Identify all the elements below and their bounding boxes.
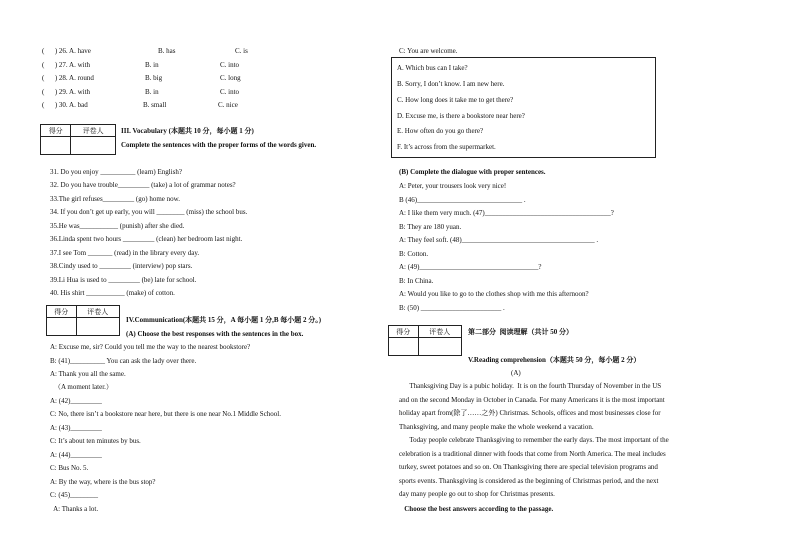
mcq-option-a: ( ) 28. A. round [42,74,94,82]
score-header: 得分 [41,125,71,137]
score-table [46,305,120,336]
passage-line: sports events. Thanksgiving is considered as the beginning of Christmas period, and the next [399,477,659,485]
dialogue-line: C: It’s about ten minutes by bus. [50,437,141,445]
dialogue-line: A: Would you like to go to the clothes shop with me this afternoon? [399,290,589,298]
dialogue-line: B: (41)__________ You can ask the lady over there. [50,357,197,365]
question-instruction: Choose the best answers according to the passage. [399,505,554,513]
vocab-item: 32. Do you have trouble_________ (take) a lot of grammar notes? [50,181,236,189]
grader-cell[interactable] [71,137,116,155]
passage-line: turkey, sweet potatoes and so on. On Thanksgiving there are special television programs and [399,463,658,471]
vocab-item: 34. If you don’t get up early, you will ________ (miss) the school bus. [50,208,248,216]
section-subtitle: (B) Complete the dialogue with proper sentences. [399,168,546,176]
score-cell[interactable] [389,338,419,356]
dialogue-line: A: Peter, your trousers look very nice! [399,182,507,190]
passage-line: Today people celebrate Thanksgiving to remember the early days. The most important of the [399,436,669,444]
dialogue-line: A: They feel soft. (48)______________________________________ . [399,236,599,244]
section-title-vocabulary: III. Vocabulary (本题共 10 分，每小题 1 分) [121,127,254,135]
dialogue-line: A: Excuse me, sir? Could you tell me the way to the nearest bookstore? [50,343,251,351]
mcq-item [42,47,91,56]
grader-cell[interactable] [418,338,461,356]
dialogue-line: B: Cotton. [399,250,429,258]
dialogue-line: B: (50) _______________________ . [399,304,505,312]
dialogue-line: C: You are welcome. [399,47,458,55]
dialogue-line: A: (42)_________ [50,397,102,405]
option-item: C. How long does it take me to get there? [397,96,514,104]
mcq-option-a: ( ) 27. A. with [42,61,91,69]
dialogue-line: A: Thank you all the same. [50,370,126,378]
vocab-item: 37.I see Tom _______ (read) in the library every day. [50,249,200,257]
grader-header: 评卷人 [71,125,116,137]
passage-line: Thanksgiving Day is a pubic holiday. It is on the fourth Thursday of November in the US [399,382,662,390]
grader-header: 评卷人 [76,306,119,318]
score-table [40,124,116,155]
score-cell[interactable] [47,318,77,336]
dialogue-line: A: By the way, where is the bus stop? [50,478,156,486]
section-subtitle: (A) Choose the best responses with the sentences in the box. [126,330,304,338]
passage-line: Thanksgiving, and many people make the whole weekend a vacation. [399,423,594,431]
vocab-item: 35.He was___________ (punish) after she died. [50,222,185,230]
passage-line: day many people go out to shop for Christmas presents. [399,490,555,498]
option-item: E. How often do you go there? [397,127,484,135]
vocab-item: 39.Li Hua is used to _________ (be) late for school. [50,276,197,284]
options-box [391,57,656,158]
dialogue-line: A: (49)__________________________________? [399,263,542,271]
dialogue-line: B (46)______________________________ . [399,196,526,204]
mcq-option-b: B. has [158,47,176,55]
dialogue-line: A: (43)_________ [50,424,102,432]
mcq-option-a: ( ) 26. A. have [42,47,91,55]
option-item: F. It’s across from the supermarket. [397,143,496,151]
score-cell[interactable] [41,137,71,155]
option-item: B. Sorry, I don’t know. I am new here. [397,80,505,88]
mcq-option-a: ( ) 29. A. with [42,88,91,96]
dialogue-line: B: In China. [399,277,434,285]
grader-cell[interactable] [76,318,119,336]
dialogue-line: A: I like them very much. (47)____________________________________? [399,209,614,217]
option-item: A. Which bus can I take? [397,64,468,72]
vocab-item: 40. His shirt ___________ (make) of cotton. [50,289,175,297]
mcq-option-c: C. long [220,74,241,82]
score-table [388,325,462,356]
dialogue-line: C: No, there isn’t a bookstore near here, but there is one near No.1 Middle School. [50,410,282,418]
section-title-reading: V.Reading comprehension（本题共 50 分，每小题 2 分） [468,356,641,364]
section-instruction: Complete the sentences with the proper forms of the words given. [121,141,317,149]
dialogue-line: A: Thanks a lot. [50,505,99,513]
mcq-option-b: B. in [145,88,159,96]
dialogue-line: B: They are 180 yuan. [399,223,462,231]
section-title-communication: IV.Communication(本题共 15 分，A 每小题 1 分,B 每小题 2 分。) [126,316,322,324]
option-item: D. Excuse me, is there a bookstore near here? [397,112,525,120]
vocab-item: 36.Linda spent two hours _________ (clean) her bedroom last night. [50,235,243,243]
dialogue-line: C: (45)________ [50,491,99,499]
score-header: 得分 [47,306,77,318]
grader-header: 评卷人 [418,326,461,338]
dialogue-line: A: (44)_________ [50,451,102,459]
mcq-option-b: B. in [145,61,159,69]
passage-line: and on the second Monday in October in Canada. For many Americans it is the most important [399,396,665,404]
dialogue-line: C: Bus No. 5. [50,464,89,472]
passage-label: (A) [511,369,521,377]
part-title: 第二部分 阅读理解（共计 50 分） [468,328,573,336]
passage-line: celebration is a traditional dinner with foods that come from North America. The meal includes [399,450,666,458]
vocab-item: 38.Cindy used to _________ (interview) pop stars. [50,262,193,270]
mcq-option-a: ( ) 30. A. bad [42,101,88,109]
mcq-option-c: C. into [220,61,240,69]
mcq-option-c: C. into [220,88,240,96]
dialogue-line: （A moment later.） [54,383,113,391]
mcq-option-c: C. is [235,47,248,55]
mcq-option-b: B. big [145,74,163,82]
mcq-option-b: B. small [143,101,167,109]
vocab-item: 31. Do you enjoy __________ (learn) English? [50,168,183,176]
vocab-item: 33.The girl refuses_________ (go) home now. [50,195,180,203]
passage-line: holiday apart from(除了……之外) Christmas. Schools, offices and most businesses close for [399,409,661,417]
mcq-option-c: C. nice [218,101,238,109]
score-header: 得分 [389,326,419,338]
